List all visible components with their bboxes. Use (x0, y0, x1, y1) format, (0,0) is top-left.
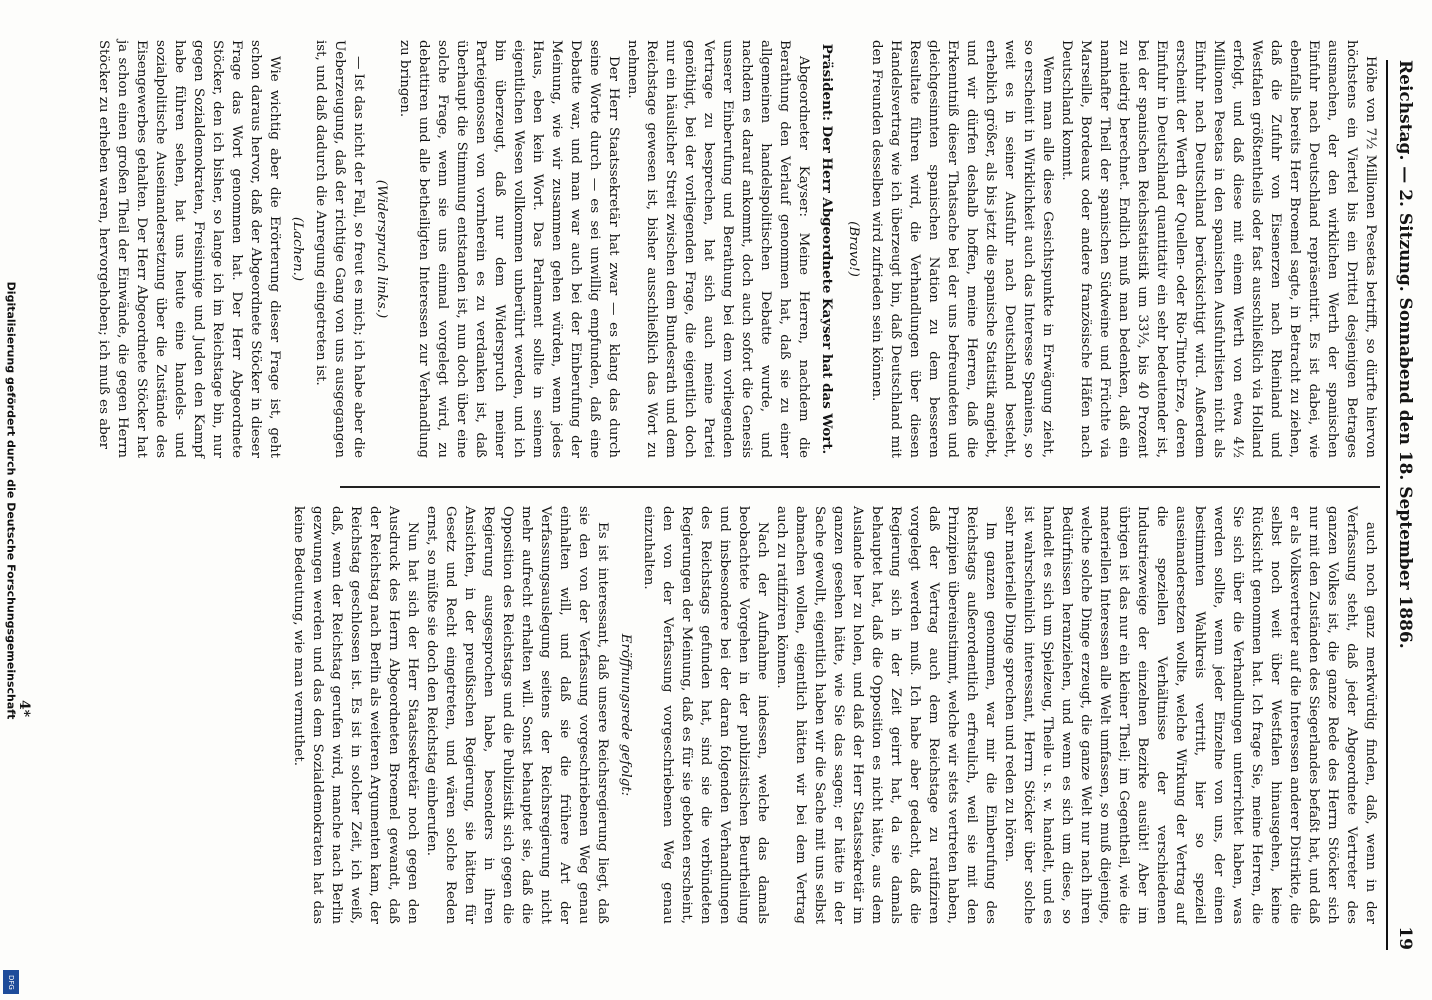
left-column (96, 40, 1380, 458)
interjection: (Widerspruch links.) (374, 179, 389, 319)
paragraph: Abgeordneter Kayser: Meine Herren, nachdem die Berathung den Verlauf genommen hat, daß sie zu einer allgemeinen handelspolitischen Debatte wurde, und nachdem es darauf ankommt, doch auch sofort die Genesis unserer Einberufung und Berathung bei dem vorliegenden Vertrage zu besprechen, hat sich auch meine Partei genöthigt, bei der vorliegenden Frage, die eigentlich doch nur ein häuslicher Streit zwischen dem Bundesrath und dem Reichstage gewesen ist, bisher ausschließlich das Wort zu nehmen. (625, 40, 811, 458)
paragraph: Nun hat sich der Herr Staatssekretär noch gegen den Ausdruck des Herrn Abgeordneten Broemel gewandt, daß der Reichstag nach Berlin als weiteren Argumenten kam, der Reichstag geschlossen ist. Es ist in solcher Zeit, ich weiß, daß, wenn der Reichstag gerufen wird, manche nach Berlin gezwungen werden und das dem Sozialdemokraten hat das keine Bedeutung, wie man vermuthet. (291, 506, 420, 924)
speaker-heading: Präsident: Der Herr Abgeordnete Kayser hat das Wort. (819, 43, 835, 455)
paragraph: Im ganzen genommen, war mir die Einberufung des Reichstags außerordentlich erfreulich, weil sie mit den Prinzipien übereinstimmt, welche wir stets vertreten haben, daß der Vertrag auch dem Reichstage zu ratifiziren vorgelegt werden muß. Ich habe aber gedacht, daß die Regierung sich in der Zeit geirrt hat, da sie damals behauptet hat, daß die Opposition es nicht hätte, aus dem Auslande her zu holen, und daß der Herr Staatssekretär im ganzen gesehen hätte, wie Sie das sagen; er hätte in der Sache gewollt, eigentlich haben wir die Sache mit uns selbst abmachen wollen, eigentlich hätten wir bei dem Vertrag auch zu ratifiziren können. (774, 506, 998, 924)
right-column (291, 506, 1380, 924)
signature-mark: 4* (16, 700, 32, 718)
page-header (1386, 60, 1422, 950)
paragraph: Höhe von 7½ Millionen Pesetas betrifft, so dürfte hiervon höchstens ein Viertel bis ein Drittel desjenigen Betrages ausmachen, der den wirklichen Werth der spanischen Einfuhr nach Deutschland repräsentirt. Es ist dabei, wie ebenfalls bereits Herr Broemel sagte, in Betracht zu ziehen, daß die Zufuhr von Eisenerzen nach Rheinland und Westfalen größtentheils oder fast ausschließlich via Holland erfolgt, und daß diese mit einem Werth von etwa 4½ Millionen Pesetas in den spanischen Ausfuhrlisten nicht als Einfuhr nach Deutschland berücksichtigt wird. Außerdem erscheint der Werth der Quellen- oder Rio-Tinto-Erze, deren Einfuhr in Deutschland quantitativ ein sehr bedeutender ist, bei der spanischen Reichsstatistik um 33⅓, bis 40 Prozent zu niedrig berechnet. Endlich muß man bedenken, daß ein namhafter Theil der spanischen Südweine und Früchte via Marseille, Bordeaux oder andere französische Häfen nach Deutschland kommt. (1059, 40, 1378, 458)
paragraph: Nach der Aufnahme indessen, welche das damals beobachtete Vorgehen in der publizistischen Beurtheilung und insbesondere bei der daran folgenden Verhandlungen des Reichstags gefunden hat, sind sie die verbündeten Regierungen der Meinung, daß es für sie geboten erscheint, den von der Verfassung vorgeschriebenen Weg genau einzuhalten. (641, 506, 770, 924)
header-title: Reichstag. — 2. Sitzung. Sonnabend den 18. September 1886. (1395, 60, 1415, 649)
paragraph: Der Herr Staatssekretär hat zwar — es klang das durch seine Worte durch — es sei unwillig empfunden, daß eine Debatte war, und man war auch bei der Einberufung der Meinung, wie wir zusammen gehen würden, wenn jedes Haus, eben kein Wort. Das Parlament sollte in seinem eigentlichen Wesen vollkommen unberührt werden, und ich bin überzeugt, daß nur dem Widerspruch meiner Parteigenossen von vornherein es zu verdanken ist, daß überhaupt die Stimmung entstanden ist, nun doch über eine solche Frage, wenn sie uns einmal vorgelegt wird, zu debattiren und alle betheiligten Interessen zur Verhandlung zu bringen. (397, 40, 621, 458)
interjection: Eröffnungsrede gefolgt: (618, 633, 633, 797)
page-number: 19 (1395, 926, 1415, 950)
paragraph: auch noch ganz merkwürdig finden, daß, wenn in der Verfassung steht, daß jeder Abgeordnete Vertreter des ganzen Volkes ist, die ganze Rede des Herrn Stöcker sich nur mit den Zuständen des Siegerlandes befaßt hat, und daß er als Volksvertreter auf die Interessen anderer Distrikte, die selbst noch weit über Westfalen hinausgehen, keine Rücksicht genommen hat. Ich frage Sie, meine Herren, die Sie sich über die Verhandlungen unterrichtet haben, was werden sollte, wenn jeder Einzelne von uns, der einen bestimmten Wahlkreis vertritt, hier so speziell auseinandersetzen wollte, welche Wirkung der Vertrag auf die speziellen Verhältnisse der verschiedenen Industriezweige der einzelnen Bezirke ausübt! Aber im übrigen ist das nur ein kleiner Theil; im Gegentheil, wie die materiellen Interessen alle Welt umfassen, so muß diejenige, welche solche Dinge erzeugt, die ganze Welt nur nach ihren Bedürfnissen heranziehen, und wenn es sich um diese, so handelt es sich um Spielzeug, Theile u. s. w. handelt, und es ist wahrscheinlich interessant, Herrn Stöcker über solche sehr materielle Dinge sprechen und reden zu hören. (1002, 506, 1378, 924)
paragraph: — Ist das nicht der Fall, so freut es mich; ich habe aber die Ueberzeugung, daß der richtige Gang von uns ausgegangen ist, und daß dadurch die Anregung eingetreten ist. (313, 40, 366, 458)
interjection: (Lachen.) (290, 216, 305, 282)
logo-text: DFG (7, 974, 15, 990)
credit-text: Digitalisierung gefördert durch die Deutsche Forschungsgemeinschaft (4, 281, 18, 719)
paragraph: Wenn man alle diese Gesichtspunkte in Erwägung zieht, so erscheint in Wirklichkeit auch das Interesse Spaniens, so weit es in seiner Ausfuhr nach Deutschland besteht, erheblich größer, als bis jetzt die spanische Statistik angiebt, und wir dürfen deshalb hoffen, meine Herren, daß die Erkenntniß dieser Thatsache bei der uns befreundeten und gleichgesinnten spanischen Nation zu dem besseren Resultate führen wird, die Verhandlungen über diesen Handelsvertrag wie ich überzeugt bin, daß Deutschland mit den Freunden desselben wird zufrieden sein können. (869, 40, 1055, 458)
column-rule (340, 486, 1380, 488)
interjection: (Bravo!) (846, 221, 861, 277)
paragraph: Es ist interessant, daß unsere Reichsregierung liegt, daß sie den von der Verfassung vorgeschriebenen Weg genau einhalten will, und daß sie die frühere Art der Verfassungsauslegung seitens der Reichsregierung nicht mehr aufrecht erhalten will. Sonst behauptet sie, daß die Opposition des Reichstags und die Publizistik sich gegen die Regierung ausgesprochen habe, besonders in ihren Ansichten, in der preußischen Regierung, sie hätten für Gesetz und Recht eingetreten, und wären solche Reden ernst, so müßte sie doch den Reichstag einberufen. (424, 506, 610, 924)
paragraph: Wie wichtig aber die Erörterung dieser Frage ist, geht schon daraus hervor, daß der Abgeordnete Stöcker in dieser Frage das Wort genommen hat. Der Herr Abgeordnete Stöcker, den ich bisher, so lange ich im Reichstage bin, nur gegen Sozialdemokraten, Freisinnige und Juden den Kampf habe führen sehen, hat uns heute eine handels- und sozialpolitische Auseinandersetzung über die Zustände des Eisengewerbes gehalten. Der Herr Abgeordnete Stöcker hat ja schon einen großen Theil der Einwände, die gegen Herrn Stöcker zu erheben waren, hervorgehoben; ich muß es aber (96, 40, 282, 458)
